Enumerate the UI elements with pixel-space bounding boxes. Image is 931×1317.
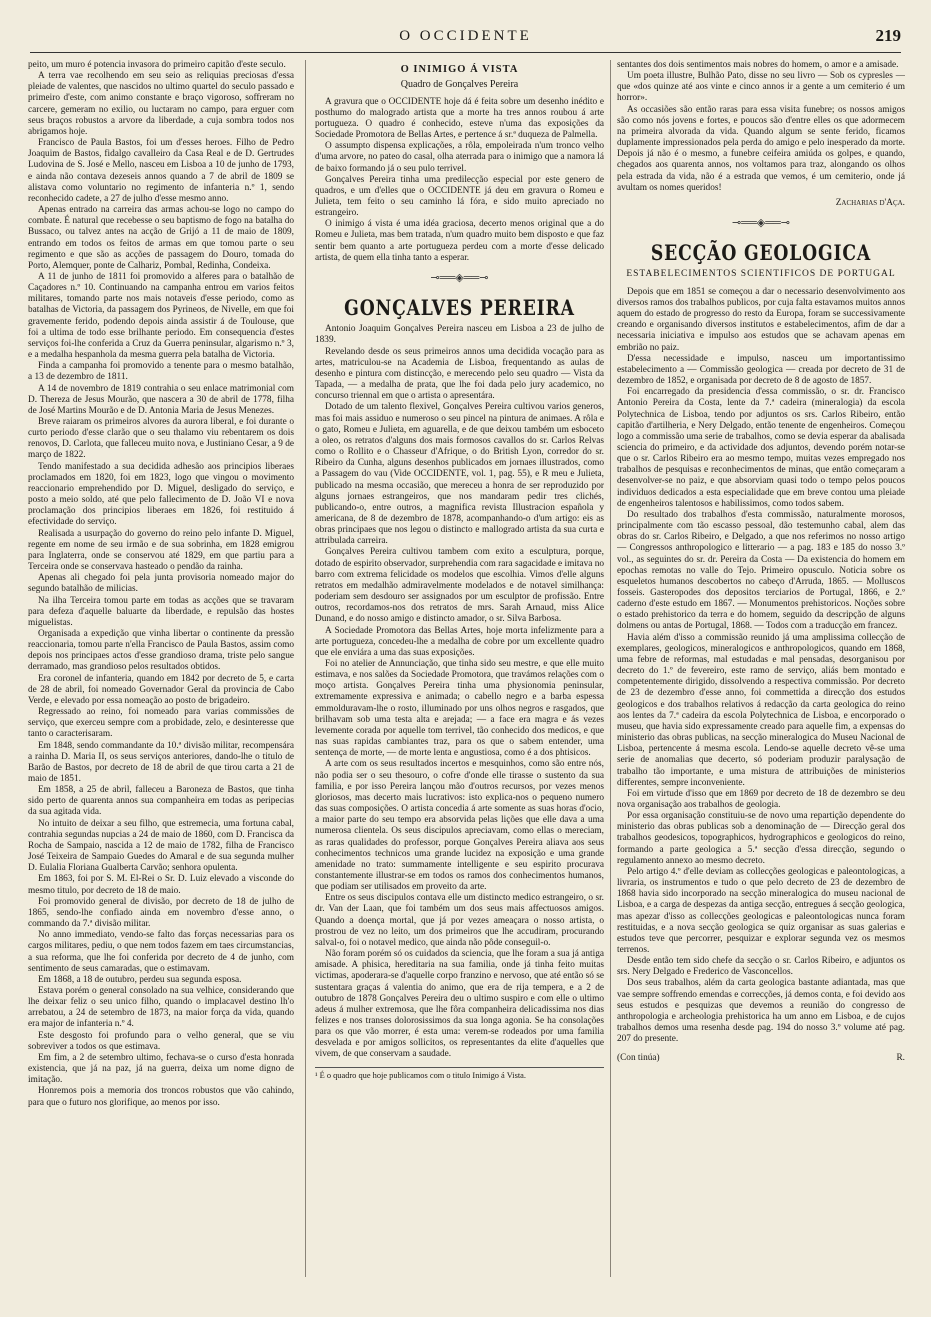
paragraph: A gravura que o OCCIDENTE hoje dá é feita sobre um desenho inédito e posthumo do malogrado artista que a morte ha tres annos roubou á arte portugueza. O quadro é conhecido, esteve n'uma das exposições da Sociedade Promotora de Bellas Artes, e pertence á sr.ª duqueza de Palmella. <box>315 96 604 141</box>
paragraph: Em 1863, foi por S. M. El-Rei o Sr. D. Luiz elevado a visconde do mesmo titulo, por decreto de 18 de maio. <box>28 874 294 896</box>
paragraph: Em 1848, sendo commandante da 10.ª divisão militar, recompensára a rainha D. Maria II, os seus serviços anteriores, dando-lhe o titulo de Barão de Bastos, por decreto de 18 de abril de que tirou carta a 21 de maio de 1851. <box>28 740 294 784</box>
column-divider <box>305 60 306 1277</box>
paragraph: Em 1858, a 25 de abril, falleceu a Baroneza de Bastos, que tinha sido perto de quarenta annos sua companheira em todas as peripecias da sua agitada vida. <box>28 785 294 818</box>
paragraph: A arte com os seus resultados incertos e mesquinhos, como são entre nós, não podia ser o seu thesouro, o cofre d'onde elle tirasse o sustento da sua familia, e por isso Pereira lançou mão d'outros recursos, por vezes menos gloriosos, mas decerto mais lucrativos: isto explica-nos o pequeno numero das suas composições. O artista concedia á arte somente as suas horas d'ocio, a maior parte do seu tempo era absorvida pelas lições que elle dava a uma numerosa clientela. Os seus discipulos apreciavam, como ellas o mereciam, as raras qualidades do professor, porque Gonçalves Pereira aliava aos seus conhecimentos technicos uma grande lucidez na exposição e uma grande amenidade no trato: summamente intelligente e seu espirito procurava constantemente illustrar-se em todos os ramos dos conhecimentos humanos, que podiam ser utilisados em proveito da arte. <box>315 759 604 893</box>
continued-signature: R. <box>896 1053 905 1064</box>
paragraph: Um poeta illustre, Bulhão Pato, disse no seu livro — Sob os cypresles — que «dos quinze até aos vinte e cinco annos ir a gente a um cemiterio é um horror». <box>617 71 905 104</box>
paragraph: Por essa organisação constituiu-se de novo uma repartição dependente do ministerio das obras publicas sob a denominação de — Direcção geral dos trabalhos geodesicos, topographicos, hydrographicos e geologicos do reino, formando a parte geologica a 5.ª secção d'essa direcção, segundo o regulamento annexo ao mesmo decreto. <box>617 811 905 866</box>
paragraph: sentantes dos dois sentimentos mais nobres do homem, o amor e a amisade. <box>617 60 899 70</box>
paragraph: No anno immediato, vendo-se falto das forças necessarias para os cargos militares, pediu, o que nem todos fazem em taes circumstancias, a sua reforma, que lhe foi conferida por decreto de 4 de junho, com sentimento de seus camaradas, que o estimavam. <box>28 930 294 974</box>
paragraph: Este desgosto foi profundo para o velho general, que se viu sobreviver a todos os que estimava. <box>28 1030 294 1052</box>
paragraph: Tendo manifestado a sua decidida adhesão aos principios liberaes proclamados em 1820, foi em 1823, logo que vingou o movimento reaccionario emprehendido por D. Miguel, desligado do serviço, e posto a meio soldo, até que pelo fallecimento de D. João VI e nova proclamação dos principios liberaes em 1826, foi restituido á efectividade do serviço. <box>28 461 294 528</box>
paragraph: Entre os seus discipulos contava elle um distincto medico estrangeiro, o sr. dr. Van der Laan, que foi também um dos seus mais affectuosos amigos. Quando a doença mortal, que já por vezes ameaçara o nosso artista, o prostrou de vez no leito, um dos primeiros que lhe accudiram, procurando salval-o, foi o notavel medico, que ainda não pôde conseguil-o. <box>315 893 604 948</box>
publication-title: O OCCIDENTE <box>399 28 532 44</box>
paragraph: Apenas ali chegado foi pela junta provisoria nomeado major do segundo batalhão de milicias. <box>28 573 294 595</box>
paragraph: Em 1868, a 18 de outubro, perdeu sua segunda esposa. <box>38 974 242 985</box>
paragraph: Na ilha Terceira tomou parte em todas as acções que se travaram para defeza d'aquelle baluarte da liberdade, e repulsão das hostes miguelistas. <box>28 595 294 628</box>
header-rule <box>30 52 901 53</box>
column-divider <box>610 60 611 1277</box>
paragraph: Honremos pois a memoria dos troncos robustos que vão cahindo, para que o futuro nos glorifique, ao menos por isso. <box>28 1086 294 1108</box>
paragraph: Dos seus trabalhos, além da carta geologica bastante adiantada, mas que vae sempre soffrendo emendas e correcções, já demos conta, e foi devido aos seus estudos e pesquizas que devemos a reunião do congresso de anthropologia e archeologia prehistorica ha um anno em Lisboa, e de cujos trabalhos demos uma resenha desde pag. 194 do nosso 3.º volume até pag. 207 do presente. <box>617 978 905 1045</box>
paragraph: Do resultado dos trabalhos d'esta commissão, naturalmente morosos, principalmente com tão escasso pessoal, dão testemunho cabal, alem das obras do sr. Carlos Ribeiro, e Delgado, a que nos referimos no nosso artigo — Congressos anthropologico e litterario — a pag. 183 e 185 do nosso 3.º vol., as seguintes do sr. dr. Pereira da Costa — Da existencia do homem em epochas remotas no valle do Tejo. Primeiro opusculo. Noticia sobre os esqueletos humanos descobertos no cabeço d'Arruda, 1865. — Molluscos fosseis. Gasteropodes dos depositos terciarios de Portugal, 1866, e 2.º caderno d'este estudo em 1867. — Monumentos prehistoricos. Noções sobre o estado prehistorico da terra e do homem, seguido da descripção de alguns dolmens ou antas de Portugal, 1868. — Todos com a traducção em francez. <box>617 509 905 632</box>
paragraph: Gonçalves Pereira tinha uma predilecção especial por este genero de quadros, e um d'elles que o OCCIDENTE já deu em gravura o Romeu e Julieta, tem feito o seu caminho lá fóra, e sido muito apreciado no estrangeiro. <box>315 174 604 219</box>
paragraph: peito, um muro é potencia invasora do primeiro capitão d'este seculo. <box>28 60 286 70</box>
paragraph: O assumpto dispensa explicações, a rôla, empoleirada n'um tronco velho d'uma arvore, no pateo do casal, olha aterrada para o inimigo que a namora lá de baixo formando já o seu pulo terrivel. <box>315 141 604 174</box>
paragraph: Finda a campanha foi promovido a tenente para o mesmo batalhão, a 13 de dezembro de 1811. <box>28 361 294 383</box>
paragraph: Foi no atelier de Annunciação, que tinha sido seu mestre, e que elle muito estimava, e nos salões da Sociedade Promotora, que travámos relações com o moço artista. Gonçalves Pereira tinha uma physionomia peninsular, extremamente expressiva e animada; o cabello negro e a barba espessa emmolduravam-lhe o rosto, illuminado por uns olhos negros e rasgados, que brilhavam sob uma testa alta e arejada; — a face era magra e ás vezes levemente corada por aquelle tom terrivel, tão conhecido dos medicos, e que nas suas rapidas cambiantes traz, para os que o sabem entender, uma sentença de morte, — de morte lenta e angustiosa, como é a dos phtisicos. <box>315 659 604 759</box>
paragraph: Estava porém o general consolado na sua velhice, considerando que lhe deixar feliz o seu unico filho, quando o implacavel destino lh'o arrebatou, a 24 de setembro de 1873, na maior força da vida, quando era major de infanteria n.º 4. <box>28 985 294 1030</box>
paragraph: Desde então tem sido chefe da secção o sr. Carlos Ribeiro, e adjuntos os srs. Nery Delgado e Frederico de Vasconcellos. <box>617 956 905 978</box>
paragraph: D'essa necessidade e impulso, nasceu um importantissimo estabelecimento a — Commissão geologica — creada por decreto de 31 de dezembro de 1852, e organisada por decreto de 8 de agosto de 1857. <box>617 353 905 387</box>
paragraph: Em fim, a 2 de setembro ultimo, fechava-se o curso d'esta honrada existencia, que já na paz, já na guerra, deixa um nome digno de imitação. <box>28 1052 294 1086</box>
paragraph: Gonçalves Pereira cultivou tambem com exito a esculptura, porque, dotado de espirito observador, surprehendia com rara sagacidade e imitava no barro com extrema felicidade os modelos que escolhia. Vimos d'elle alguns retratos em medalhão admiravelmente modelados e de notavel similhança: poderiam sem desdouro ser assignados por um esculptor de profissão. Entre outros, recordamos-nos dos retratos de mrs. Sarah Arnaud, miss Alice Dunand, e do nosso amigo e distincto amador, o sr. Silva Barbosa. <box>315 547 604 625</box>
paragraph: Dotado de um talento flexivel, Gonçalves Pereira cultivou varios generos, mas foi mais assiduo e numeroso o seu pincel na pintura de animaes. A rôla e o gato, Romeu e Julieta, em aguarella, e de que deixou também um esboceto a oleo, os retratos d'alguns dos mais formosos cavallos do sr. Carlos Relvas como o Rollito e o Chasseur d'Afrique, o do British Lyon, corredor do sr. Ribeiro da Cunha, alguns desenhos publicados em jornaes illustrados, como a Passagem do vau (Vide OCCIDENTE, vol. 1, pag. 55), e R meu e Julieta, publicado na mesma occasião, que mereceu a honra de ser reproduzido por alguns jornaes estrangeiros, que nos mandaram pedir tres clichés, publicando-o, entre outros, a magnifica revista Illustracion española y americana, de 8 de dezembro de 1878, acompanhando-o d'um artigo: eis as obras principaes que nos legou o distincto e mallogrado artista da sua curta e attribulada carreira. <box>315 402 604 547</box>
column-3 <box>617 60 905 1277</box>
paragraph: A Sociedade Promotora das Bellas Artes, hoje morta infelizmente para a arte portugueza, concedeu-lhe a medalha de cobre por um excellente quadro que ele enviára a uma das suas exposições. <box>315 625 604 658</box>
ornament-divider: ⊸══◈══⊸ <box>430 271 489 284</box>
paragraph: Foi em virtude d'isso que em 1869 por decreto de 18 de dezembro se deu nova organisação aos trabalhos de geologia. <box>617 788 905 810</box>
paragraph: Regressado ao reino, foi nomeado para varias commissões de serviço, que exerceu sempre com a probidade, zelo, e desinteresse que tanto o caracterisaram. <box>28 707 294 740</box>
article-title: O INIMIGO Á VISTA <box>400 64 519 75</box>
page-header <box>30 24 901 50</box>
paragraph: Era coronel de infanteria, quando em 1842 por decreto de 5, e carta de 28 de abril, foi nomeado Governador Geral da provincia de Cabo Verde, e elevado por essa nomeação ao posto de brigadeiro. <box>28 673 294 706</box>
author-signature: Zacharias d'Aça. <box>835 197 905 208</box>
paragraph: Francisco de Paula Bastos, foi um d'esses heroes. Filho de Pedro Joaquim de Bastos, fidalgo cavalleiro da Casa Real e de D. Gertrudes Ludovina de S. José e Mello, nasceu em Lisboa a 10 de junho de 1793, e ainda não contava dezeseis annos quando a 7 de abril de 1809 se alistava como voluntario no regimento de infanteria n.º 1, sendo reconhecido cadete, a 27 de julho d'esse mesmo anno. <box>28 138 294 204</box>
ornament-divider: ⊸══◈══⊸ <box>731 217 791 230</box>
paragraph: A terra vae recolhendo em seu seio as reliquias preciosas d'essa pleiade de valentes, que nascidos no ultimo quartel do seculo passado e primeiro d'este, com animo constante e braço vigoroso, soffreram no carcere, gemeram no exilio, ou luctaram no campo, para erguer com seus braços robustos a arvore da liberdade, a cuja sombra todos nos abrigamos hoje. <box>28 71 294 137</box>
continued-line <box>617 1053 905 1064</box>
section-subtitle: ESTABELECIMENTOS SCIENTIFICOS DE PORTUGAL <box>626 269 896 280</box>
paragraph: Foi promovido general de divisão, por decreto de 18 de julho de 1865, sendo-lhe confiado ainda em novembro d'esse anno, o commando da 7.ª divisão militar. <box>28 896 294 930</box>
paragraph: Antonio Joaquim Gonçalves Pereira nasceu em Lisboa a 23 de julho de 1839. <box>315 324 604 346</box>
paragraph: Breve raiaram os primeiros alvores da aurora liberal, e foi durante o curto periodo d'esse clarão que o seu thalamo viu rebentarem os dois renovos, D. Carlota, que falleceu muito nova, e Justiniano Cesar, a 9 de março de 1822. <box>28 417 294 461</box>
column-2 <box>315 60 604 1277</box>
section-title: GONÇALVES PEREIRA <box>344 295 575 321</box>
paragraph: Havia além d'isso a commissão reunido já uma amplissima collecção de exemplares, geologicos, mineralogicos e anthropologicos, quando em 1868, uma febre de reformas, mal estudadas e mal pensadas, desorganisou por decreto do 1.º de fevereiro, este ramo de serviço, aliás bem montado e competentemente dirigido, dissolvendo a respectiva commissão. Por decreto de 23 de dezembro d'esse anno, foi commettida a direcção dos estudos geologicos e dos trabalhos relativos á redacção da carta geologica do reino aos lentes da 7.ª cadeira da escola Polytechnica de Lisboa, e encorporado o museu, que havia sido expressamente creado para aquelle fim, a expensas do ministerio das obras publicas, na secção mineralogica do Museu Nacional de Lisboa, pertencente á mesma escola. Lendo-se aquelle decreto vê-se uma serie de anomalias que decerto, só poderiam produzir paralysação de trabalho tão importante, e uma mistura de attribuições de ministerios differentes, sempre inconveniente. <box>617 632 905 788</box>
footnote: ¹ É o quadro que hoje publicamos com o titulo Inimigo á Vista. <box>315 1067 604 1081</box>
paragraph: Revelando desde os seus primeiros annos uma decidida vocação para as artes, matriculou-se na Academia de Lisboa, frequentando as aulas de desenho e pintura com distincção, e merecendo pelo seu quadro — Vista da Tapada, — a medalha de prata, que lhe foi dada pelo jury academico, no concurso triennal em que o artista o apresentára. <box>315 346 604 402</box>
paragraph: Apenas entrado na carreira das armas achou-se logo no campo do combate. É natural que recebesse o seu baptismo de fogo na batalha do Bussaco, ou talvez antes na acção de Grijó a 11 de maio de 1809, entrando em todos os feitos de armas em que tomou parte o seu regimento e que são as acções de passagem do Douro, tomada do Porto, Alemquer, ponte de Calhariz, Pombal, Redinha, Condeixa. <box>28 205 294 271</box>
paragraph: Foi encarregado da presidencia d'essa commissão, o sr. dr. Francisco Antonio Pereira da Costa, lente da 7.ª cadeira (mineralogia) da escola Polytechnica de Lisboa, tendo por adjuntos os srs. Carlos Ribeiro, então capitão d'artilheria, e Nery Delgado, então tenente de engenheiros. Começou logo a commissão uma serie de trabalhos, como se devia esperar da abalisada sciencia do primeiro, e da actividade dos adjuntos, devendo porém notar-se que o sr. Carlos Ribeiro era ao mesmo tempo, muitas vezes empregado nos trabalhos de pesquisas e reconhecimentos de minas, que então começaram a desenvolver-se no paiz, e que absorviam quasi todo o tempo pelos poucos individuos dedicados a esta especialidade que em breve contou uma pleiade de engenheiros talentosos e habilissimos, como todos sabem. <box>617 387 905 509</box>
paragraph: O inimigo á vista é uma idéa graciosa, decerto menos original que a do Romeu e Julieta, mas bem tratada, n'um quadro muito bem disposto e que faz sentir bem quanto a arte portugueza perdeu com a morte d'esse delicado artista, de quem ella tinha tanto a esperar. <box>315 219 604 263</box>
paragraph: A 11 de junho de 1811 foi promovido a alferes para o batalhão de Caçadores n.º 10. Continuando na campanha entrou em varios feitos militares, tomando parte nos mais notaveis d'esse periodo, como as batalhas de Victoria, da passagem dos Pyrineos, de Nivelle, em que foi gravemente ferido, podendo depois ainda assistir á de Toulouse, que foi a ultima de todo esse brilhante periodo. Em consequencia d'estes serviços foi-lhe conferida a Cruz da Guerra peninsular, algarismo n.º 3, e a medalha hespanhola da mesma guerra pela batalha de Victoria. <box>28 271 294 361</box>
paragraph: Realisada a usurpação do governo do reino pelo infante D. Miguel, regente em nome de seu irmão e de sua sobrinha, em 1828 emigrou para Inglaterra, onde se conservou até 1829, em que partiu para a Terceira onde se conservava hasteado o pendão da rainha. <box>28 528 294 573</box>
section-title: SECÇÃO GEOLOGICA <box>650 240 872 266</box>
paragraph: As occasiões são então raras para essa visita funebre; os nossos amigos são como nós jovens e fortes, e poucos são d'entre elles os que adormecem na primeira alvorada da vida. Quando algum se sente ferido, ficamos duplamente impressionados pela perda do amigo e pelo inesperado da morte. Depois já não é o mesmo, a funebre ceifeira amiúda os golpes, e quando, chegados aos quarenta annos, nos voltamos para traz, alongando os olhos pela estrada da vida, não é a estrada que vemos, é um cemiterio, onde já avultam os nomes queridos! <box>617 104 905 193</box>
paragraph: No intuito de deixar a seu filho, que estremecia, uma fortuna cabal, contrahia segundas nupcias a 24 de maio de 1860, com D. Francisca da Rocha de Sampaio, nascida a 12 de maio de 1782, filha de Francisco José Teixeira de Sampaio Guedes do Amaral e de sua segunda mulher D. Eulalia Floriana Gualberta Carvão; senhora opulenta. <box>28 818 294 874</box>
page-number: 219 <box>875 26 901 45</box>
paragraph: Depois que em 1851 se começou a dar o necessario desenvolvimento aos diversos ramos dos trabalhos publicos, por cuja falta estavamos muitos annos aquem do estado de progresso do resto da Europa, foram se successivamente creando e organisando diversos institutos e estabelecimentos, afim de dar a necessaria iniciativa e impulso aos estudos que se achavam apenas em embrião no paiz. <box>617 286 905 353</box>
paragraph: Organisada a expedição que vinha libertar o continente da pressão reaccionaria, tomou parte n'ella Francisco de Paula Bastos, assim como depois nos principaes actos d'esse grandioso drama, triste pelo sangue derramado, mas grandioso pelos resultados obtidos. <box>28 628 294 673</box>
paragraph: Não foram porém só os cuidados da sciencia, que lhe foram a sua já antiga amisade. A phisica, hereditaria na sua familia, onde já tinha feito muitas victimas, apoderara-se d'aquelle corpo franzino e nervoso, que até então só se sustentara graças á valentia do animo, que era de rija tempera, e a 2 de outubro de 1878 Gonçalves Pereira deu o ultimo suspiro e com elle o ultimo adeus á mulher extremosa, que lhe fôra companheira delicadissima nos dias felizes e nos transes dolorosissimos da sua longa agonia. Se ha consolações para os que vão morrer, é esta uma: verem-se rodeados por uma familia desvelada e por amigos sollicitos, os representantes da elite d'aquelles que vivem, de que conservam a saudade. <box>315 949 604 1060</box>
paragraph: Pelo artigo 4.º d'elle deviam as collecções geologicas e paleontologicas, a livraria, os instrumentos e tudo o que pelo decreto de 23 de dezembro de 1868 havia sido incorporado na secção mineralogica do museu nacional de Lisboa, e a carga de despezas da antiga secção, entregues á secção geologica, mas apezar d'isso as collecções geologicas e paleontologicas nunca foram restituidas, e a nova secção geologica se quiz organisar as suas galerias e estudos teve que percorrer, pesquizar e explorar segunda vez os mesmos terrenos. <box>617 866 905 956</box>
column-1 <box>28 60 294 1277</box>
paragraph: A 14 de novembro de 1819 contrahia o seu enlace matrimonial com D. Thereza de Jesus Mourão, que nascera a 30 de abril de 1778, filha de José Martins Mourão e de D. Antonia Maria de Jesus Menezes. <box>28 383 294 416</box>
article-subtitle: Quadro de Gonçalves Pereira <box>400 78 519 90</box>
continued-label: (Con tinúa) <box>617 1053 660 1064</box>
